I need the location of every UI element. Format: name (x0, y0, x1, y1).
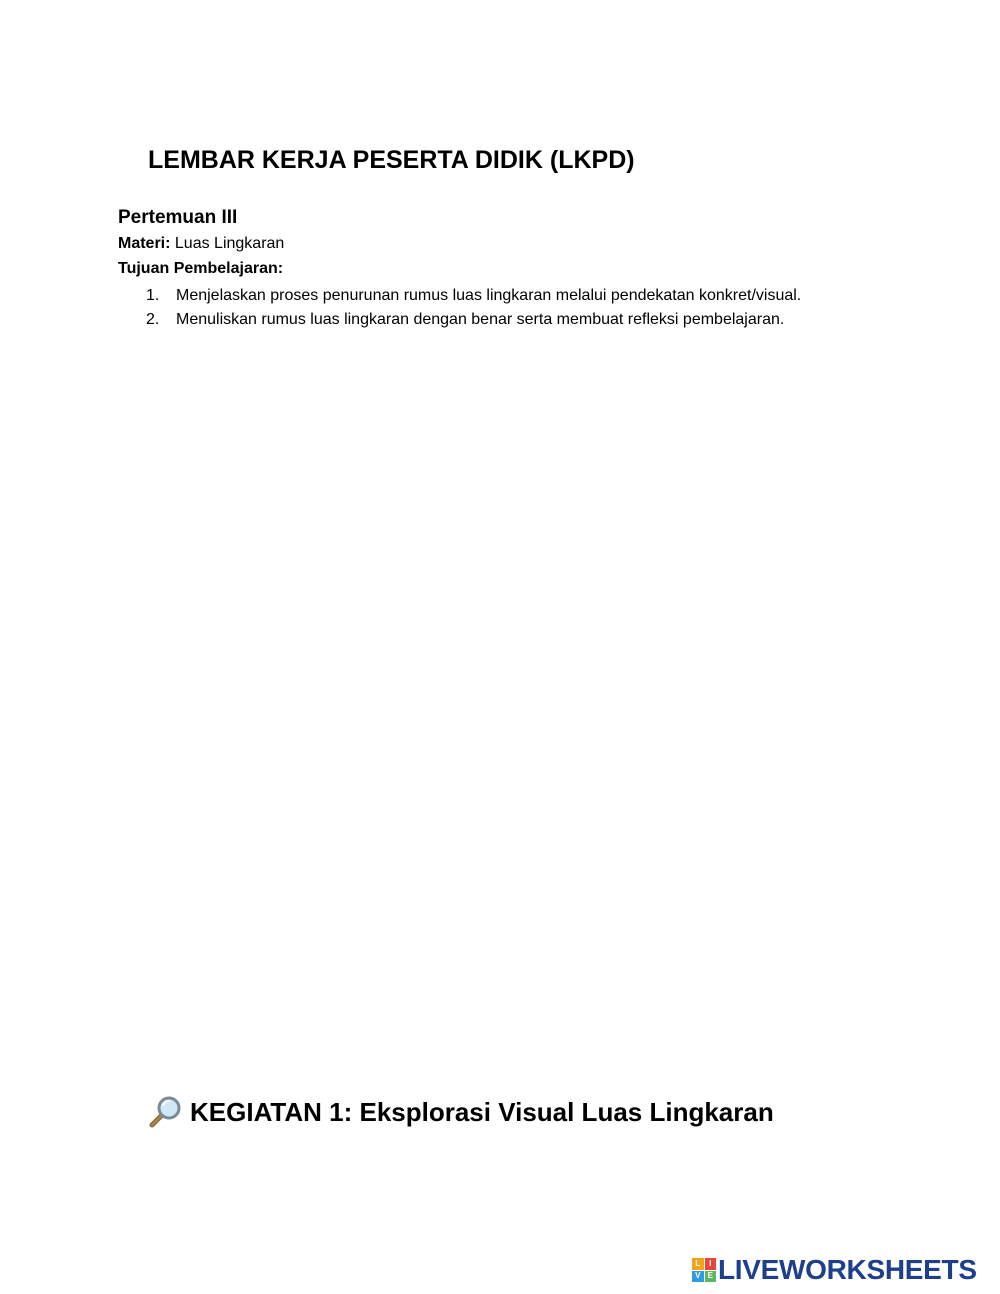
meeting-heading: Pertemuan III (118, 207, 238, 228)
materi-label: Materi: (118, 235, 171, 252)
logo-letter: V (692, 1271, 704, 1283)
logo-letter: L (692, 1258, 704, 1270)
list-item (146, 284, 801, 308)
tujuan-label: Tujuan Pembelajaran: (118, 260, 284, 277)
activity-title: KEGIATAN 1: Eksplorasi Visual Luas Lingkaran (190, 1096, 774, 1127)
list-item (146, 308, 801, 332)
logo-letter: I (705, 1258, 717, 1270)
learning-goals-list (146, 284, 801, 332)
liveworksheets-logo-icon (692, 1258, 716, 1282)
materi-line (118, 235, 284, 253)
materi-value: Luas Lingkaran (174, 235, 285, 252)
magnifying-glass-icon (148, 1095, 182, 1129)
list-item-text: Menjelaskan proses penurunan rumus luas lingkaran melalui pendekatan konkret/visual. (176, 287, 802, 304)
list-item-text: Menuliskan rumus luas lingkaran dengan benar serta membuat refleksi pembelajaran. (176, 311, 785, 328)
liveworksheets-brand (692, 1254, 977, 1286)
brand-name: LIVEWORKSHEETS (718, 1254, 977, 1285)
list-item-number: 1. (146, 287, 160, 304)
logo-letter: E (705, 1271, 717, 1283)
page-title: LEMBAR KERJA PESERTA DIDIK (LKPD) (148, 146, 635, 174)
list-item-number: 2. (146, 311, 160, 328)
activity-heading (148, 1095, 774, 1129)
